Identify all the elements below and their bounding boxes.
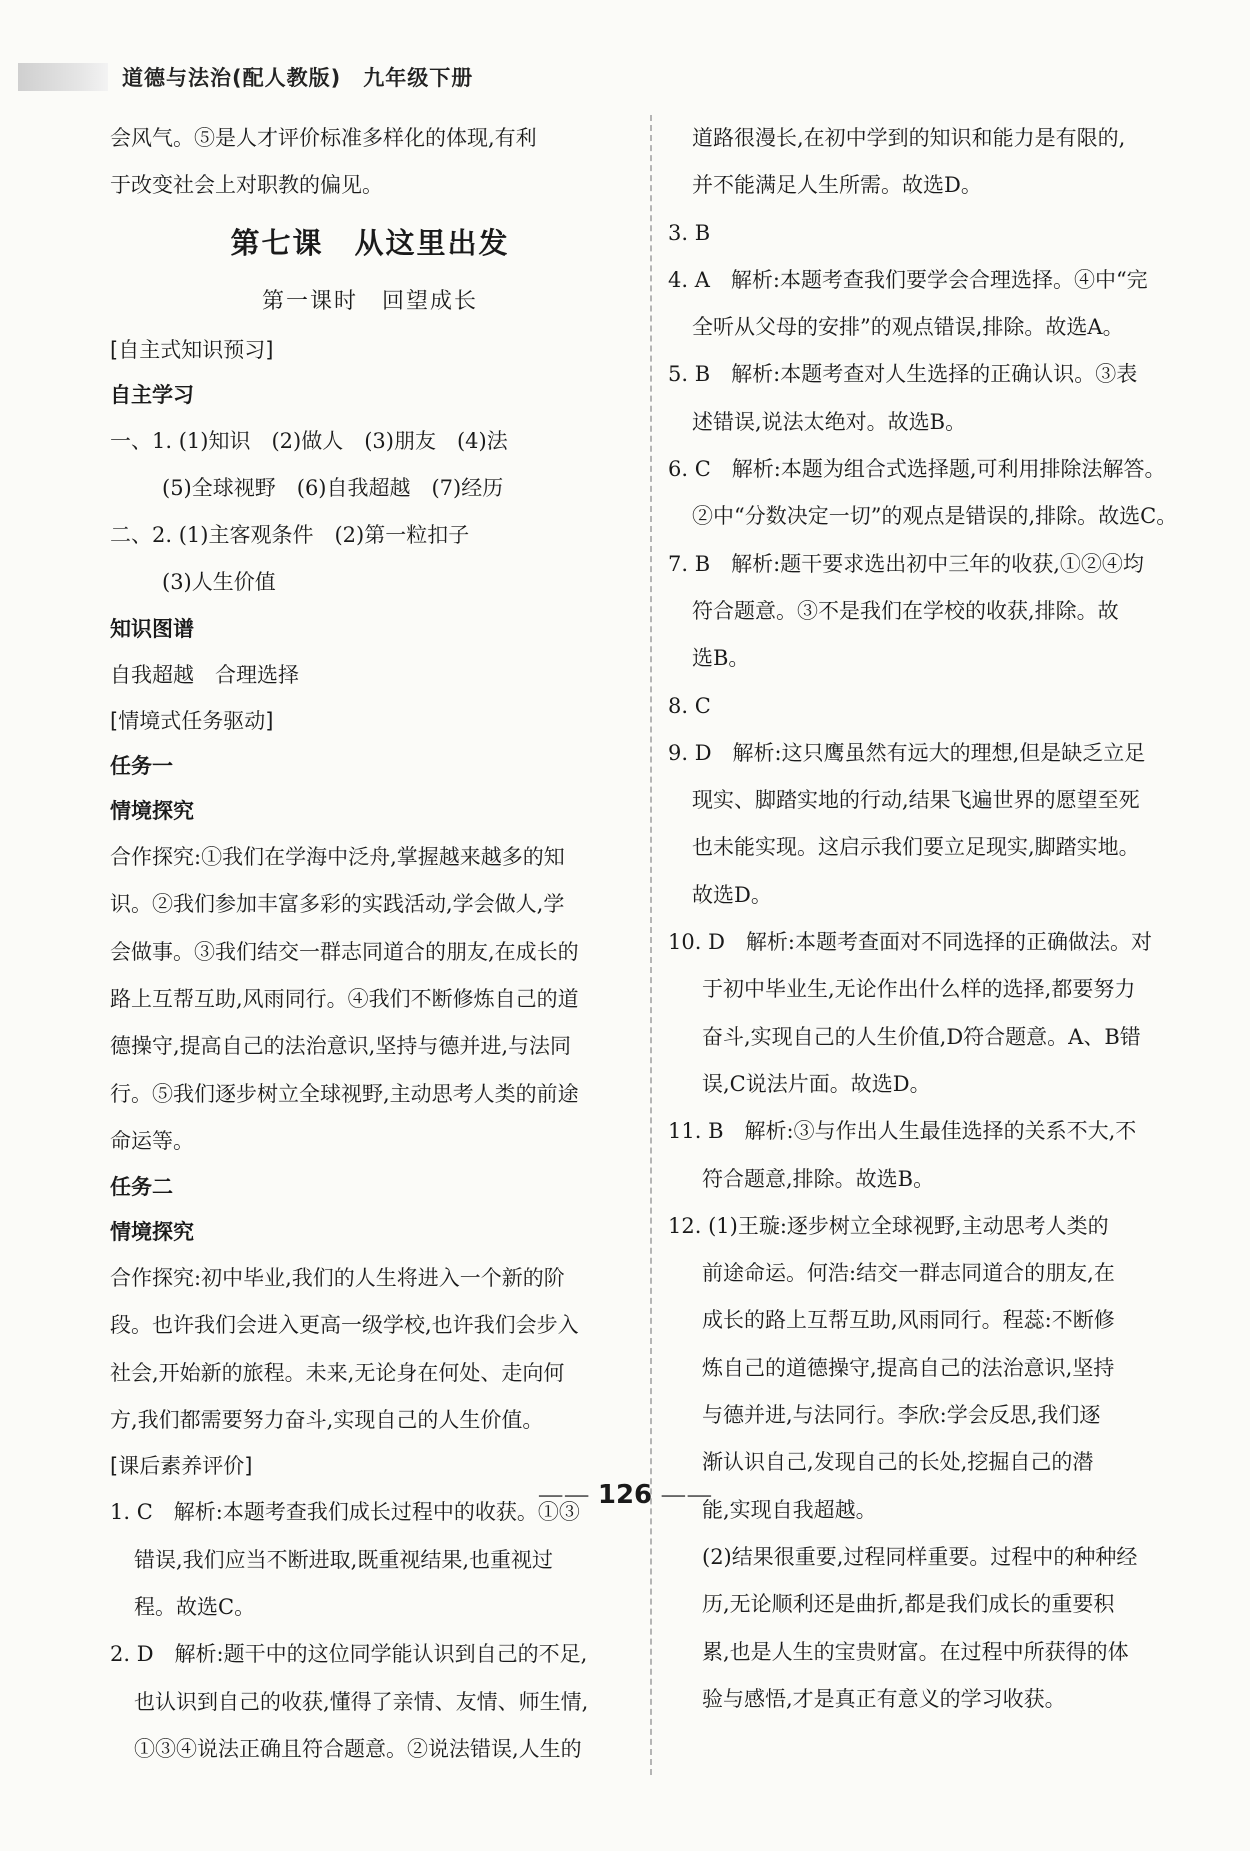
answer-line: 验与感悟,才是真正有意义的学习收获。 — [702, 1686, 1066, 1711]
answer-line: 2. D 解析:题干中的这位同学能认识到自己的不足, — [110, 1642, 588, 1667]
answer-line: 也未能实现。这启示我们要立足现实,脚踏实地。 — [692, 835, 1140, 860]
paragraph-line: 段。也许我们会进入更高一级学校,也许我们会步入 — [110, 1313, 579, 1338]
header-decoration — [18, 63, 108, 91]
paragraph-line: 方,我们都需要努力奋斗,实现自己的人生价值。 — [110, 1408, 544, 1433]
answer-line: (3)人生价值 — [162, 570, 276, 595]
answer-line: 成长的路上互帮互助,风雨同行。程蕊:不断修 — [702, 1308, 1115, 1333]
answer-line: 符合题意。③不是我们在学校的收获,排除。故 — [692, 598, 1119, 623]
paragraph-line: 德操守,提高自己的法治意识,坚持与德并进,与法同 — [110, 1034, 572, 1059]
answer-line: 现实、脚踏实地的行动,结果飞遍世界的愿望至死 — [692, 788, 1140, 813]
section-heading: [课后素养评价] — [110, 1454, 253, 1479]
left-column — [110, 115, 630, 1773]
answer-line: 6. C 解析:本题为组合式选择题,可利用排除法解答。 — [668, 457, 1166, 482]
answer-line: 一、1. (1)知识 (2)做人 (3)朋友 (4)法 — [110, 428, 508, 453]
section-heading: [自主式知识预习] — [110, 337, 274, 362]
answer-line: ②中“分数决定一切”的观点是错误的,排除。故选C。 — [692, 504, 1178, 529]
intro-line: 于改变社会上对职教的偏见。 — [110, 173, 383, 198]
subheading: 知识图谱 — [110, 616, 194, 641]
subheading: 情境探究 — [110, 1220, 194, 1245]
answer-line: 历,无论顺利还是曲折,都是我们成长的重要积 — [702, 1592, 1115, 1617]
paragraph-line: 识。②我们参加丰富多彩的实践活动,学会做人,学 — [110, 892, 565, 917]
answer-line: 前途命运。何浩:结交一群志同道合的朋友,在 — [702, 1261, 1115, 1286]
answer-line: 故选D。 — [692, 882, 772, 907]
answer-line: 于初中毕业生,无论作出什么样的选择,都要努力 — [702, 977, 1136, 1002]
section-heading: [情境式任务驱动] — [110, 709, 274, 734]
period-title: 第一课时 回望成长 — [261, 288, 478, 314]
answer-line: ①③④说法正确且符合题意。②说法错误,人生的 — [134, 1736, 582, 1761]
answer-line: 自我超越 合理选择 — [110, 662, 299, 687]
answer-line: 并不能满足人生所需。故选D。 — [692, 173, 982, 198]
paragraph-line: 合作探究:①我们在学海中泛舟,掌握越来越多的知 — [110, 845, 565, 870]
running-header — [18, 62, 638, 92]
answer-line: 二、2. (1)主客观条件 (2)第一粒扣子 — [110, 523, 470, 548]
subheading: 自主学习 — [110, 382, 194, 407]
answer-line: 1. C 解析:本题考查我们成长过程中的收获。①③ — [110, 1500, 580, 1525]
answer-line: 符合题意,排除。故选B。 — [702, 1166, 935, 1191]
answer-line: 程。故选C。 — [134, 1594, 256, 1619]
answer-line: 也认识到自己的收获,懂得了亲情、友情、师生情, — [134, 1689, 589, 1714]
answer-line: 炼自己的道德操守,提高自己的法治意识,坚持 — [702, 1355, 1115, 1380]
answer-line: 错误,我们应当不断进取,既重视结果,也重视过 — [134, 1547, 554, 1572]
answer-line: 奋斗,实现自己的人生价值,D符合题意。A、B错 — [702, 1024, 1141, 1049]
answer-line: 道路很漫长,在初中学到的知识和能力是有限的, — [692, 126, 1126, 150]
subheading: 情境探究 — [110, 799, 194, 824]
answer-line: (5)全球视野 (6)自我超越 (7)经历 — [162, 475, 504, 500]
answer-line: 10. D 解析:本题考查面对不同选择的正确做法。对 — [668, 930, 1152, 955]
paragraph-line: 路上互帮互助,风雨同行。④我们不断修炼自己的道 — [110, 986, 579, 1011]
answer-line: 3. B — [668, 220, 711, 245]
subheading: 任务二 — [110, 1175, 173, 1200]
answer-line: 与德并进,与法同行。李欣:学会反思,我们逐 — [702, 1403, 1101, 1428]
answer-line: 9. D 解析:这只鹰虽然有远大的理想,但是缺乏立足 — [668, 740, 1146, 765]
header-title: 道德与法治(配人教版) 九年级下册 — [122, 66, 474, 90]
answer-line: 全听从父母的安排”的观点错误,排除。故选A。 — [692, 315, 1124, 340]
paragraph-line: 会做事。③我们结交一群志同道合的朋友,在成长的 — [110, 939, 579, 964]
page-number-value: 126 — [597, 1480, 653, 1510]
paragraph-line: 合作探究:初中毕业,我们的人生将进入一个新的阶 — [110, 1266, 565, 1291]
lesson-title: 第七课 从这里出发 — [230, 225, 510, 260]
answer-line: 累,也是人生的宝贵财富。在过程中所获得的体 — [702, 1639, 1129, 1664]
answer-line: 述错误,说法太绝对。故选B。 — [692, 409, 967, 434]
column-divider — [650, 115, 652, 1775]
answer-line: 渐认识自己,发现自己的长处,挖掘自己的潜 — [702, 1450, 1094, 1475]
answer-line: 4. A 解析:本题考查我们要学会合理选择。④中“完 — [668, 267, 1148, 292]
answer-line: 11. B 解析:③与作出人生最佳选择的关系不大,不 — [668, 1119, 1137, 1144]
answer-line: 8. C — [668, 693, 711, 718]
subheading: 任务一 — [110, 754, 173, 779]
answer-line: 能,实现自我超越。 — [702, 1497, 877, 1522]
paragraph-line: 社会,开始新的旅程。未来,无论身在何处、走向何 — [110, 1360, 565, 1385]
answer-line: 12. (1)王璇:逐步树立全球视野,主动思考人类的 — [668, 1213, 1109, 1238]
answer-line: 5. B 解析:本题考查对人生选择的正确认识。③表 — [668, 362, 1138, 387]
answer-line: 误,C说法片面。故选D。 — [702, 1071, 931, 1096]
answer-line: 7. B 解析:题干要求选出初中三年的收获,①②④均 — [668, 551, 1144, 576]
intro-line: 会风气。⑤是人才评价标准多样化的体现,有利 — [110, 126, 537, 150]
answer-line: 选B。 — [692, 646, 750, 671]
paragraph-line: 命运等。 — [110, 1128, 194, 1153]
paragraph-line: 行。⑤我们逐步树立全球视野,主动思考人类的前途 — [110, 1081, 579, 1106]
answer-line: (2)结果很重要,过程同样重要。过程中的种种经 — [702, 1544, 1138, 1569]
page-number: —— 126 —— — [537, 1480, 713, 1510]
